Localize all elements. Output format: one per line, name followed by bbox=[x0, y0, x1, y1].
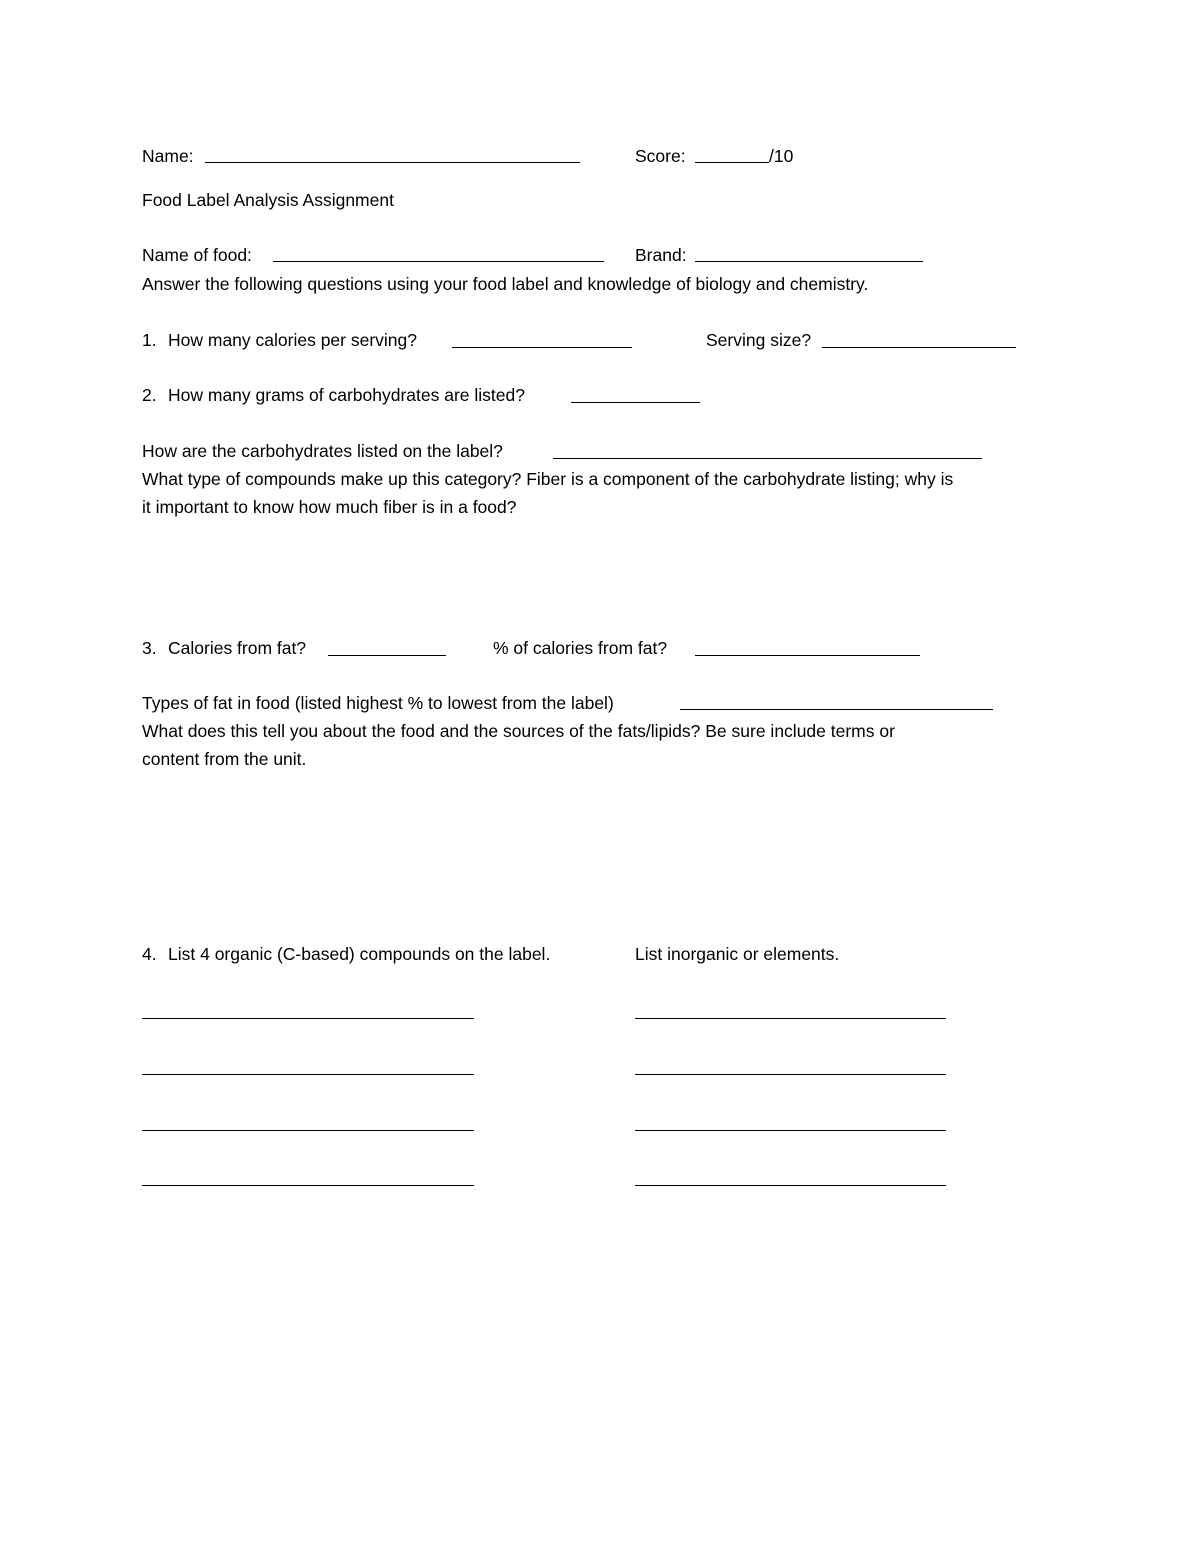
brand-input-line[interactable] bbox=[695, 261, 923, 262]
score-total: /10 bbox=[769, 146, 794, 166]
percent-fat-label: % of calories from fat? bbox=[493, 638, 668, 658]
instructions: Answer the following questions using your food label and knowledge of biology and chemistry. bbox=[142, 274, 869, 294]
inorganic-answer-line[interactable] bbox=[635, 1130, 946, 1131]
assignment-title: Food Label Analysis Assignment bbox=[142, 190, 394, 210]
name-label: Name: bbox=[142, 146, 194, 166]
organic-compounds-label: List 4 organic (C-based) compounds on the label. bbox=[168, 944, 551, 964]
organic-answer-line[interactable] bbox=[142, 1018, 474, 1019]
organic-answer-line[interactable] bbox=[142, 1185, 474, 1186]
calories-from-fat-input-line[interactable] bbox=[328, 655, 446, 656]
score-label: Score: bbox=[635, 146, 686, 166]
inorganic-answer-line[interactable] bbox=[635, 1018, 946, 1019]
compounds-question-line2: it important to know how much fiber is in a food? bbox=[142, 497, 517, 517]
organic-answer-line[interactable] bbox=[142, 1130, 474, 1131]
fat-types-question: Types of fat in food (listed highest % to lowest from the label) bbox=[142, 693, 614, 713]
q1-text: How many calories per serving? bbox=[168, 330, 417, 350]
brand-label: Brand: bbox=[635, 245, 687, 265]
inorganic-label: List inorganic or elements. bbox=[635, 944, 840, 964]
fat-sources-question-line2: content from the unit. bbox=[142, 749, 307, 769]
q4-number: 4. bbox=[142, 944, 157, 964]
compounds-question-line1: What type of compounds make up this category? Fiber is a component of the carbohydrate listing; why is bbox=[142, 469, 954, 489]
serving-size-input-line[interactable] bbox=[822, 347, 1016, 348]
q1-number: 1. bbox=[142, 330, 157, 350]
score-input-line[interactable] bbox=[695, 162, 769, 163]
carbs-listed-input-line[interactable] bbox=[553, 458, 982, 459]
q2-question bbox=[142, 384, 525, 406]
organic-answer-line[interactable] bbox=[142, 1074, 474, 1075]
percent-fat-input-line[interactable] bbox=[695, 655, 920, 656]
fat-types-input-line[interactable] bbox=[680, 709, 993, 710]
q3-question bbox=[142, 637, 306, 659]
inorganic-answer-line[interactable] bbox=[635, 1074, 946, 1075]
inorganic-answer-line[interactable] bbox=[635, 1185, 946, 1186]
q3-calories-label: Calories from fat? bbox=[168, 638, 307, 658]
food-name-label: Name of food: bbox=[142, 245, 252, 265]
calories-input-line[interactable] bbox=[452, 347, 632, 348]
q2-text: How many grams of carbohydrates are listed? bbox=[168, 385, 525, 405]
q2-number: 2. bbox=[142, 385, 157, 405]
serving-size-label: Serving size? bbox=[706, 330, 812, 350]
carbs-listed-question: How are the carbohydrates listed on the label? bbox=[142, 441, 503, 461]
carbohydrates-input-line[interactable] bbox=[571, 402, 700, 403]
q4-question bbox=[142, 943, 550, 965]
q1-question bbox=[142, 329, 417, 351]
q3-number: 3. bbox=[142, 638, 157, 658]
name-input-line[interactable] bbox=[205, 162, 580, 163]
food-name-input-line[interactable] bbox=[273, 261, 604, 262]
fat-sources-question-line1: What does this tell you about the food and the sources of the fats/lipids? Be sure include terms or bbox=[142, 721, 895, 741]
